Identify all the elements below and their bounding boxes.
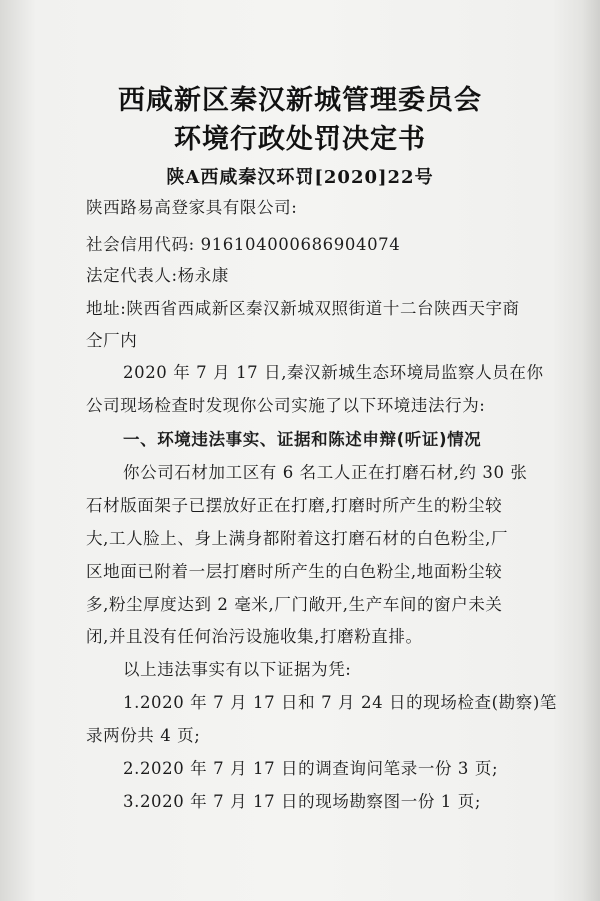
- recipient-name: 陕西路易高登家具有限公司:: [86, 198, 298, 217]
- document-title-line2: 环境行政处罚决定书: [174, 124, 426, 155]
- address-line-1: 地址:陕西省西咸新区秦汉新城双照街道十二台陕西天宇商: [86, 299, 520, 318]
- legal-representative: 法定代表人:杨永康: [86, 266, 229, 285]
- credit-code: 社会信用代码: 916104000686904074: [86, 235, 401, 254]
- evidence-item-1-line-1: 1.2020 年 7 月 17 日和 7 月 24 日的现场检查(勘察)笔: [123, 693, 557, 712]
- facts-line-4: 区地面已附着一层打磨时所产生的白色粉尘,地面粉尘较: [86, 562, 503, 581]
- intro-line-2: 公司现场检查时发现你公司实施了以下环境违法行为:: [86, 396, 486, 415]
- evidence-item-1-line-2: 录两份共 4 页;: [86, 726, 201, 745]
- intro-line-1: 2020 年 7 月 17 日,秦汉新城生态环境局监察人员在你: [123, 363, 544, 382]
- document-number: 陕A西咸秦汉环罚[2020]22号: [166, 167, 434, 188]
- facts-line-6: 闭,并且没有任何治污设施收集,打磨粉直排。: [86, 627, 423, 646]
- evidence-item-3: 3.2020 年 7 月 17 日的现场勘察图一份 1 页;: [123, 792, 481, 811]
- page-edge-shadow: [582, 0, 600, 901]
- document-title-line1: 西咸新区秦汉新城管理委员会: [118, 85, 482, 116]
- evidence-intro: 以上违法事实有以下证据为凭:: [123, 660, 352, 679]
- facts-line-3: 大,工人脸上、身上满身都附着这打磨石材的白色粉尘,厂: [86, 529, 509, 548]
- facts-line-5: 多,粉尘厚度达到 2 毫米,厂门敞开,生产车间的窗户未关: [86, 595, 503, 614]
- evidence-item-2: 2.2020 年 7 月 17 日的调查询问笔录一份 3 页;: [123, 759, 499, 778]
- address-line-2: 仝厂内: [86, 331, 138, 350]
- facts-line-2: 石材版面架子已摆放好正在打磨,打磨时所产生的粉尘较: [86, 496, 503, 515]
- facts-line-1: 你公司石材加工区有 6 名工人正在打磨石材,约 30 张: [123, 463, 528, 482]
- section-heading-1: 一、环境违法事实、证据和陈述申辩(听证)情况: [123, 430, 482, 449]
